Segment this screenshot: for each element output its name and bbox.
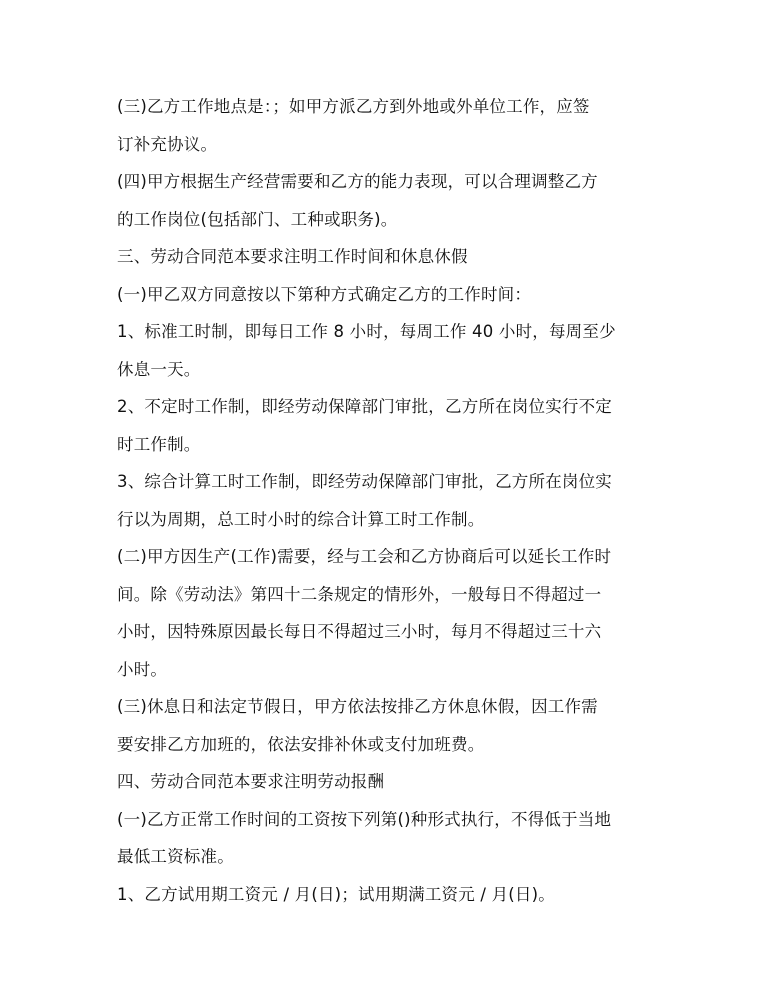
text-line: 小时，因特殊原因最长每日不得超过三小时，每月不得超过三十六	[117, 622, 602, 641]
text-line: 休息一天。	[117, 359, 201, 379]
clause-wage-form: (一)乙方正常工作时间的工资按下列第()种形式执行，不得低于当地	[117, 809, 612, 829]
item-comprehensive-hours: 3、综合计算工时工作制，即经劳动保障部门审批，乙方所在岗位实	[117, 472, 612, 491]
text-line: 行以为周期，总工时小时的综合计算工时工作制。	[117, 509, 485, 529]
item-flexible-hours: 2、不定时工作制，即经劳动保障部门审批，乙方所在岗位实行不定	[117, 397, 612, 416]
text-line: 小时。	[117, 659, 168, 679]
text-line: 要安排乙方加班的，依法安排补休或支付加班费。	[117, 734, 485, 754]
section-heading-remuneration: 四、劳动合同范本要求注明劳动报酬	[117, 772, 385, 791]
text-line: 的工作岗位(包括部门、工种或职务)。	[117, 209, 398, 229]
clause-rest-days: (三)休息日和法定节假日，甲方依法按排乙方休息休假，因工作需	[117, 697, 598, 716]
text-line: 最低工资标准。	[117, 847, 234, 866]
section-heading-working-hours: 三、劳动合同范本要求注明工作时间和休息休假	[117, 247, 468, 266]
item-probation-wage: 1、乙方试用期工资元 / 月(日)；试用期满工资元 / 月(日)。	[117, 884, 555, 904]
clause-work-location: (三)乙方工作地点是：；如甲方派乙方到外地或外单位工作，应签	[117, 97, 590, 116]
clause-working-hours-method: (一)甲乙双方同意按以下第种方式确定乙方的工作时间：	[117, 284, 532, 304]
document-body	[117, 88, 662, 913]
item-standard-hours: 1、标准工时制，即每日工作 8 小时，每周工作 40 小时，每周至少	[117, 322, 616, 341]
clause-overtime: (二)甲方因生产(工作)需要，经与工会和乙方协商后可以延长工作时	[117, 547, 612, 566]
text-line: 时工作制。	[117, 434, 201, 454]
text-line: 订补充协议。	[117, 134, 218, 154]
text-line: 间。除《劳动法》第四十二条规定的情形外，一般每日不得超过一	[117, 584, 602, 604]
clause-position-adjustment: (四)甲方根据生产经营需要和乙方的能力表现，可以合理调整乙方	[117, 172, 598, 191]
